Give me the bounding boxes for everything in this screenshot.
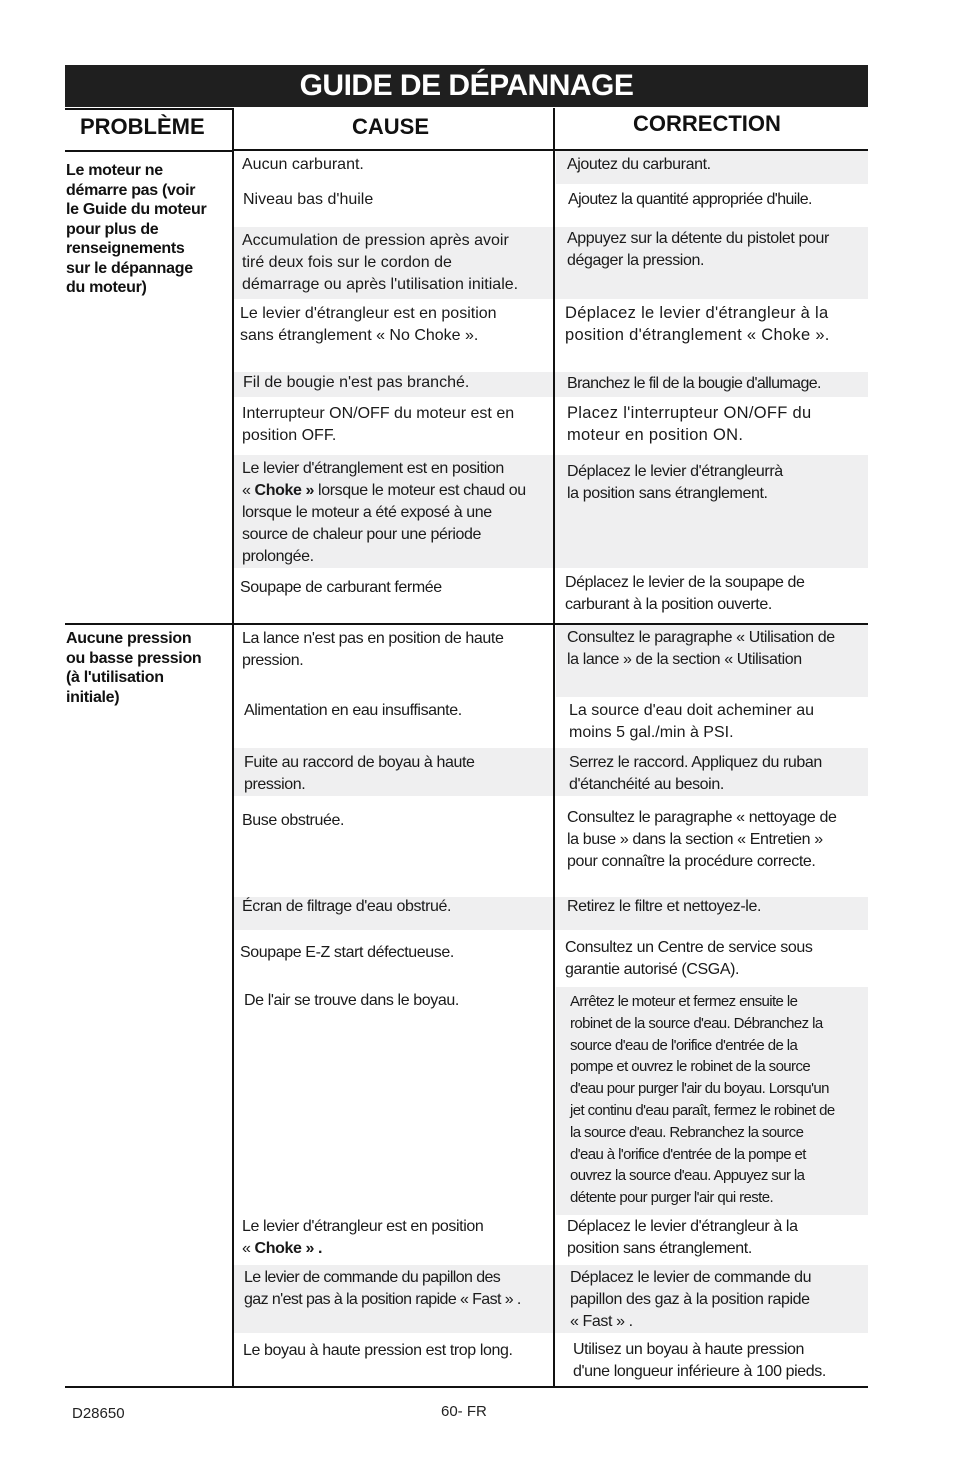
column-divider — [553, 108, 555, 1388]
problem-1: Le moteur ne démarre pas (voir le Guide du moteur pour plus de renseignements sur le dépannage du moteur) — [66, 162, 207, 296]
cause-cell: Accumulation de pression après avoir tiré deux fois sur le cordon de démarrage ou après l'utilisation initiale. — [242, 232, 519, 293]
header-problem: PROBLÈME — [80, 114, 205, 139]
correction-cell: La source d'eau doit acheminer au moins 5 gal./min à PSI. — [569, 702, 814, 741]
cause-cell: Niveau bas d'huile — [243, 191, 374, 208]
correction-cell: Serrez le raccord. Appliquez du ruban d'étanchéité au besoin. — [569, 754, 822, 793]
cause-cell: Le levier d'étranglement est en position « Choke » lorsque le moteur est chaud ou lorsque le moteur a été exposé à une source de chaleur pour une période prolongée. — [242, 460, 526, 565]
cause-cell: Soupape E-Z start défectueuse. — [240, 944, 454, 961]
bottom-rule — [65, 1386, 868, 1388]
document-code: D28650 — [72, 1405, 125, 1422]
section-rule — [65, 623, 868, 625]
correction-cell: Déplacez le levier d'étrangleur à la position d'étranglement « Choke ». — [565, 304, 830, 344]
cause-cell: Soupape de carburant fermée — [240, 579, 442, 596]
cause-cell: Le levier d'étrangleur est en position sans étranglement « No Choke ». — [240, 305, 497, 344]
cause-cell: Buse obstruée. — [242, 812, 345, 829]
cause-cell: Interrupteur ON/OFF du moteur est en position OFF. — [242, 405, 515, 444]
problem-2: Aucune pression ou basse pression (à l'utilisation initiale) — [66, 630, 202, 706]
correction-cell: Arrêtez le moteur et fermez ensuite le robinet de la source d'eau. Débranchez la source d'eau de l'orifice d'entrée de la pompe et ouvrez le robinet de la source d'eau pour purger l'air du boyau. Lorsqu'un jet continu d'eau paraît, fermez le robinet de la source d'eau. Rebranchez la source d'eau à l'orifice d'entrée de la pompe et ouvrez la source d'eau. Appuyez sur la détente pour purger l'air qui reste. — [570, 993, 835, 1207]
header-rule — [234, 149, 868, 151]
cause-cell: Alimentation en eau insuffisante. — [244, 702, 462, 719]
cause-cell: Le levier de commande du papillon des gaz n'est pas à la position rapide « Fast » . — [244, 1269, 521, 1308]
cause-cell: De l'air se trouve dans le boyau. — [244, 992, 459, 1009]
correction-cell: Consultez le paragraphe « nettoyage de la buse » dans la section « Entretien » pour connaître la procédure correcte. — [567, 809, 837, 870]
correction-cell: Consultez le paragraphe « Utilisation de la lance » de la section « Utilisation — [567, 629, 835, 668]
correction-cell: Déplacez le levier d'étrangleurrà la position sans étranglement. — [567, 463, 783, 502]
cause-cell: Aucun carburant. — [242, 156, 364, 173]
page-title: GUIDE DE DÉPANNAGE — [65, 65, 868, 107]
correction-cell: Utilisez un boyau à haute pression d'une longueur inférieure à 100 pieds. — [573, 1341, 826, 1380]
header-rule — [65, 150, 233, 152]
cause-cell: Le boyau à haute pression est trop long. — [243, 1342, 513, 1359]
cause-cell: Fuite au raccord de boyau à haute pression. — [244, 754, 475, 793]
correction-cell: Ajoutez du carburant. — [567, 156, 711, 173]
correction-cell: Retirez le filtre et nettoyez-le. — [567, 898, 761, 915]
correction-cell: Déplacez le levier de commande du papillon des gaz à la position rapide « Fast » . — [570, 1269, 812, 1330]
cause-cell: Écran de filtrage d'eau obstrué. — [242, 898, 452, 915]
correction-cell: Placez l'interrupteur ON/OFF du moteur en position ON. — [567, 404, 812, 444]
cause-cell: Fil de bougie n'est pas branché. — [243, 374, 470, 391]
correction-cell: Ajoutez la quantité appropriée d'huile. — [568, 191, 812, 208]
correction-cell: Consultez un Centre de service sous garantie autorisé (CSGA). — [565, 939, 813, 978]
correction-cell: Appuyez sur la détente du pistolet pour dégager la pression. — [567, 230, 829, 269]
correction-cell: Branchez le fil de la bougie d'allumage. — [567, 375, 821, 392]
cause-cell: La lance n'est pas en position de haute pression. — [242, 630, 504, 669]
correction-cell: Déplacez le levier d'étrangleur à la position sans étranglement. — [567, 1218, 798, 1257]
correction-cell: Déplacez le levier de la soupape de carburant à la position ouverte. — [565, 574, 805, 613]
page-number: 60- FR — [441, 1403, 487, 1420]
header-rule-left — [65, 108, 233, 110]
header-correction: CORRECTION — [633, 111, 781, 136]
cause-cell: Le levier d'étrangleur est en position « Choke » . — [242, 1218, 484, 1257]
column-divider — [232, 108, 234, 1388]
header-cause: CAUSE — [352, 114, 430, 139]
